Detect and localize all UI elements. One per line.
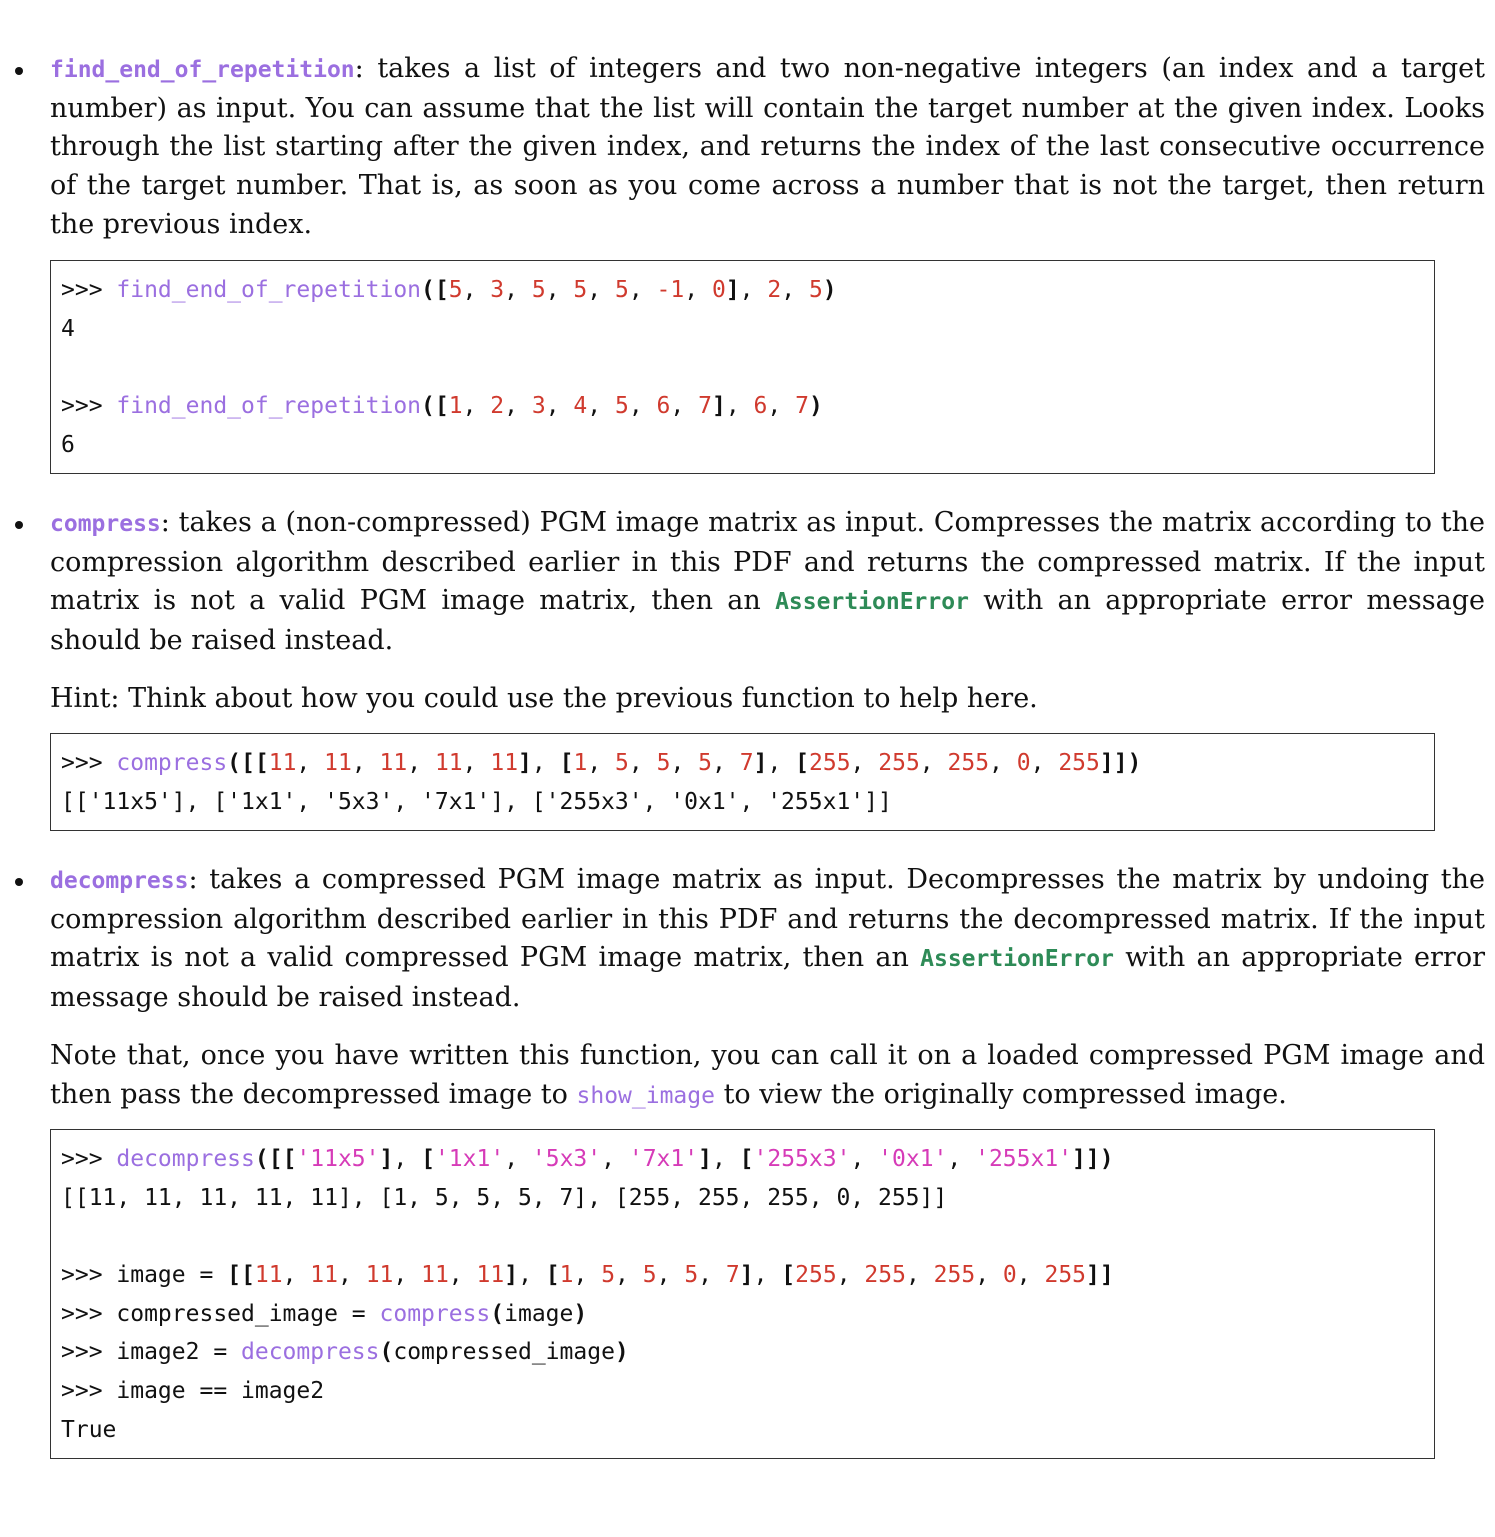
function-name: decompress [50, 868, 189, 894]
code-block-decompress [50, 1129, 1435, 1459]
code-output: True [61, 1416, 117, 1443]
code-line: >>> find_end_of_repetition([5, 3, 5, 5, 5, -1, 0], 2, 5) [61, 277, 837, 303]
show-image-name: show_image [576, 1082, 715, 1109]
code-line: >>> find_end_of_repetition([1, 2, 3, 4, 5, 6, 7], 6, 7) [61, 393, 823, 420]
code-block-find-end [50, 260, 1435, 474]
bullet-icon [15, 67, 23, 75]
error-name: AssertionError [775, 589, 969, 616]
code-output: [[11, 11, 11, 11, 11], [1, 5, 5, 5, 7], [255, 255, 255, 0, 255]] [61, 1184, 948, 1211]
code-output: 6 [61, 431, 75, 458]
code-line: >>> image2 = decompress(compressed_image) [61, 1339, 629, 1366]
decompress-description: decompress: takes a compressed PGM image matrix as input. Decompresses the matrix by undoing the compression algorithm described earlier in this PDF and returns the decompressed matrix. If the input matrix is not a valid compressed PGM image matrix, then an AssertionError with an appropriate error message should be raised instead. [50, 864, 1485, 1014]
code-line: >>> compress([[11, 11, 11, 11, 11], [1, 5, 5, 5, 7], [255, 255, 255, 0, 255]]) [61, 750, 1142, 776]
bullet-icon [15, 521, 23, 529]
bullet-icon [15, 878, 23, 886]
function-name: find_end_of_repetition [50, 57, 355, 83]
code-block-compress [50, 733, 1435, 831]
code-output: [['11x5'], ['1x1', '5x3', '7x1'], ['255x3', '0x1', '255x1']] [61, 788, 892, 815]
code-line: >>> image == image2 [61, 1378, 325, 1405]
decompress-note: Note that, once you have written this function, you can call it on a loaded compressed PGM image and then pass the decompressed image to show_image to view the originally compressed image. [50, 1039, 1485, 1110]
error-name: AssertionError [920, 946, 1114, 973]
section-decompress [0, 861, 1495, 1115]
find-end-description [50, 50, 1485, 245]
code-line: >>> decompress([['11x5'], ['1x1', '5x3', '7x1'], ['255x3', '0x1', '255x1']]) [61, 1146, 1114, 1172]
compress-description: compress: takes a (non-compressed) PGM image matrix as input. Compresses the matrix according to the compression algorithm described earlier in this PDF and returns the compressed matrix. If the input matrix is not a valid PGM image matrix, then an AssertionError with an appropriate error message should be raised instead. [50, 507, 1486, 657]
compress-hint: Hint: Think about how you could use the previous function to help here. [50, 682, 1038, 714]
code-line: >>> image = [[11, 11, 11, 11, 11], [1, 5, 5, 5, 7], [255, 255, 255, 0, 255]] [61, 1262, 1114, 1289]
description-text: : takes a list of integers and two non-negative integers (an index and a target number) as input. You can assume that the list will contain the target number at the given index. Looks through the list starting after the given index, and returns the index of the last consecutive occurrence of the target number. That is, as soon as you come across a number that is not the target, then return the previous index. [50, 53, 1485, 240]
function-name: compress [50, 511, 161, 537]
section-compress [0, 504, 1495, 719]
section-find-end-of-repetition [0, 50, 1495, 245]
code-output: 4 [61, 315, 75, 342]
code-line: >>> compressed_image = compress(image) [61, 1300, 588, 1327]
